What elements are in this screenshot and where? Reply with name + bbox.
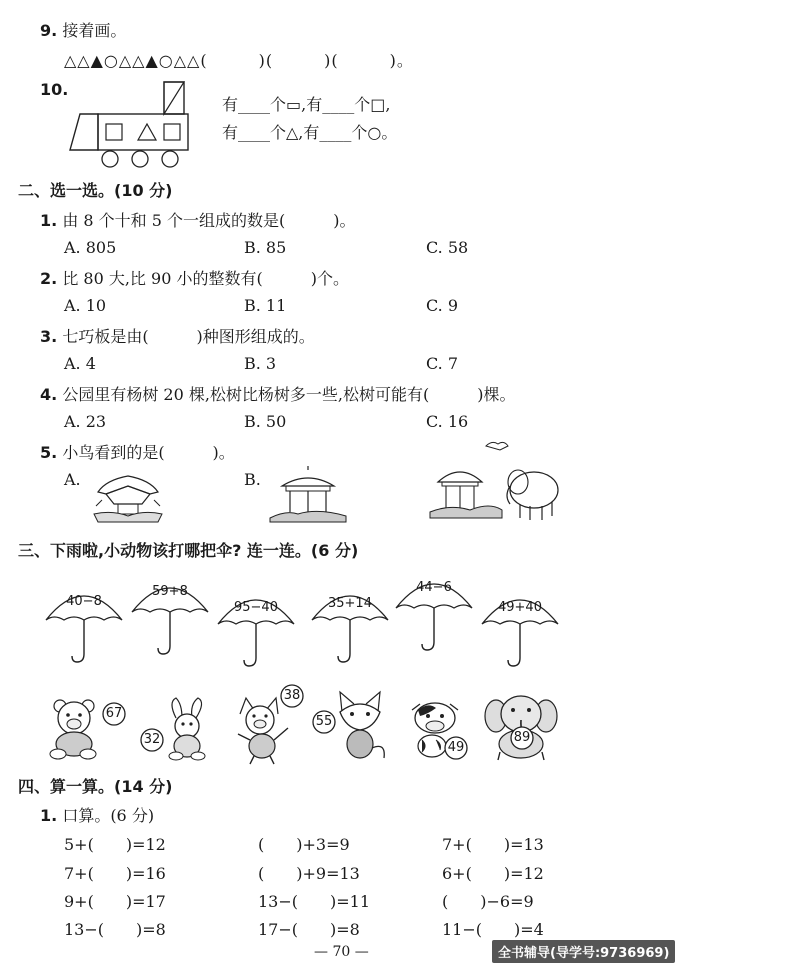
- question-number: 3.: [40, 327, 58, 346]
- umbrella-2[interactable]: [130, 570, 210, 654]
- question-text: 口算。(6 分): [62, 806, 155, 825]
- mc-question-5: [40, 440, 235, 463]
- option-b[interactable]: B. 3: [244, 354, 277, 373]
- rabbit-icon: [162, 698, 212, 760]
- umbrella-3[interactable]: [216, 582, 296, 666]
- animal-fox[interactable]: [312, 690, 392, 764]
- calc-item[interactable]: 5+( )=12: [64, 835, 166, 854]
- train-shape-figure: [68, 80, 198, 170]
- question-text: 七巧板是由( )种图形组成的。: [62, 327, 315, 346]
- animal-number: 67: [105, 706, 123, 721]
- option-b[interactable]: B.: [244, 470, 261, 489]
- option-c[interactable]: C. 16: [426, 412, 469, 431]
- mc-question-4: [40, 382, 516, 405]
- pavilion-side-view-image: [268, 468, 348, 524]
- umbrella-icon: [216, 582, 296, 666]
- calc-item[interactable]: ( )+3=9: [258, 835, 350, 854]
- question-number: 1.: [40, 211, 58, 230]
- sub-question-1: [40, 803, 154, 826]
- question-text: 接着画。: [62, 21, 127, 40]
- umbrella-label: 95−40: [234, 600, 278, 615]
- q10-line-1: 有____个▭,有____个□,: [222, 95, 391, 114]
- mc-question-2: [40, 266, 349, 289]
- question-text: 由 8 个十和 5 个一组成的数是( )。: [62, 211, 356, 230]
- section-4-title: 四、算一算。(14 分): [18, 777, 173, 796]
- calc-item[interactable]: 17−( )=8: [258, 920, 360, 939]
- umbrella-icon: [130, 570, 210, 654]
- option-c[interactable]: C. 58: [426, 238, 469, 257]
- option-b[interactable]: B. 11: [244, 296, 287, 315]
- pavilion-bird-elephant-image: [430, 438, 566, 526]
- animal-bear[interactable]: [48, 696, 128, 760]
- mc-question-3: [40, 324, 315, 347]
- calc-item[interactable]: 13−( )=11: [258, 892, 371, 911]
- calc-item[interactable]: 7+( )=13: [442, 835, 544, 854]
- fox-icon: [334, 690, 386, 762]
- shape-pattern: △△▲○△△▲○△△( )( )( )。: [64, 51, 414, 70]
- calc-item[interactable]: 11−( )=4: [442, 920, 544, 939]
- animal-number: 49: [447, 740, 465, 755]
- umbrella-icon: [310, 578, 390, 662]
- question-9: [40, 18, 126, 41]
- question-number: 4.: [40, 385, 58, 404]
- q10-line-2: 有____个△,有____个○。: [222, 123, 398, 142]
- animal-number: 38: [283, 688, 301, 703]
- mc-question-1: [40, 208, 356, 231]
- page-number: — 70 —: [314, 944, 369, 960]
- option-a[interactable]: A. 4: [64, 354, 96, 373]
- footer-badge: 全书辅导(导学号:9736969): [492, 940, 675, 963]
- pavilion-top-view-image: [92, 470, 164, 524]
- option-a[interactable]: A. 805: [64, 238, 117, 257]
- calc-item[interactable]: ( )−6=9: [442, 892, 534, 911]
- question-number: 1.: [40, 806, 58, 825]
- option-a[interactable]: A. 23: [64, 412, 107, 431]
- question-text: 公园里有杨树 20 棵,松树比杨树多一些,松树可能有( )棵。: [62, 385, 516, 404]
- question-number: 10.: [40, 80, 69, 99]
- umbrella-4[interactable]: [310, 578, 390, 662]
- umbrella-5[interactable]: [394, 566, 474, 650]
- calc-item[interactable]: ( )+9=13: [258, 864, 360, 883]
- option-c[interactable]: C. 7: [426, 354, 459, 373]
- animal-number: 55: [315, 714, 333, 729]
- bear-icon: [48, 696, 104, 760]
- option-b[interactable]: B. 85: [244, 238, 287, 257]
- question-text: 比 80 大,比 90 小的整数有( )个。: [62, 269, 349, 288]
- section-2-title: 二、选一选。(10 分): [18, 181, 173, 200]
- calc-item[interactable]: 13−( )=8: [64, 920, 166, 939]
- umbrella-icon: [44, 578, 124, 662]
- animal-rabbit[interactable]: [140, 698, 220, 762]
- question-number: 5.: [40, 443, 58, 462]
- animal-number: 89: [513, 730, 531, 745]
- animal-cow[interactable]: [408, 696, 488, 762]
- question-number: 9.: [40, 21, 58, 40]
- calc-item[interactable]: 9+( )=17: [64, 892, 166, 911]
- option-a[interactable]: A. 10: [64, 296, 107, 315]
- umbrella-label: 35+14: [328, 596, 372, 611]
- section-3-title: 三、下雨啦,小动物该打哪把伞? 连一连。(6 分): [18, 541, 359, 560]
- option-b[interactable]: B. 50: [244, 412, 287, 431]
- umbrella-1[interactable]: [44, 578, 124, 662]
- calc-item[interactable]: 6+( )=12: [442, 864, 544, 883]
- umbrella-label: 59+8: [152, 584, 188, 599]
- umbrella-label: 49+40: [498, 600, 542, 615]
- animal-elephant[interactable]: [484, 690, 564, 762]
- calc-item[interactable]: 7+( )=16: [64, 864, 166, 883]
- animal-number: 32: [143, 732, 161, 747]
- umbrella-label: 44−6: [416, 580, 452, 595]
- animal-pig[interactable]: [236, 684, 316, 764]
- umbrella-label: 40−8: [66, 594, 102, 609]
- option-c[interactable]: C. 9: [426, 296, 459, 315]
- option-a[interactable]: A.: [64, 470, 81, 489]
- question-text: 小鸟看到的是( )。: [62, 443, 235, 462]
- umbrella-icon: [480, 582, 560, 666]
- umbrella-6[interactable]: [480, 582, 560, 666]
- question-number: 2.: [40, 269, 58, 288]
- umbrella-icon: [394, 566, 474, 650]
